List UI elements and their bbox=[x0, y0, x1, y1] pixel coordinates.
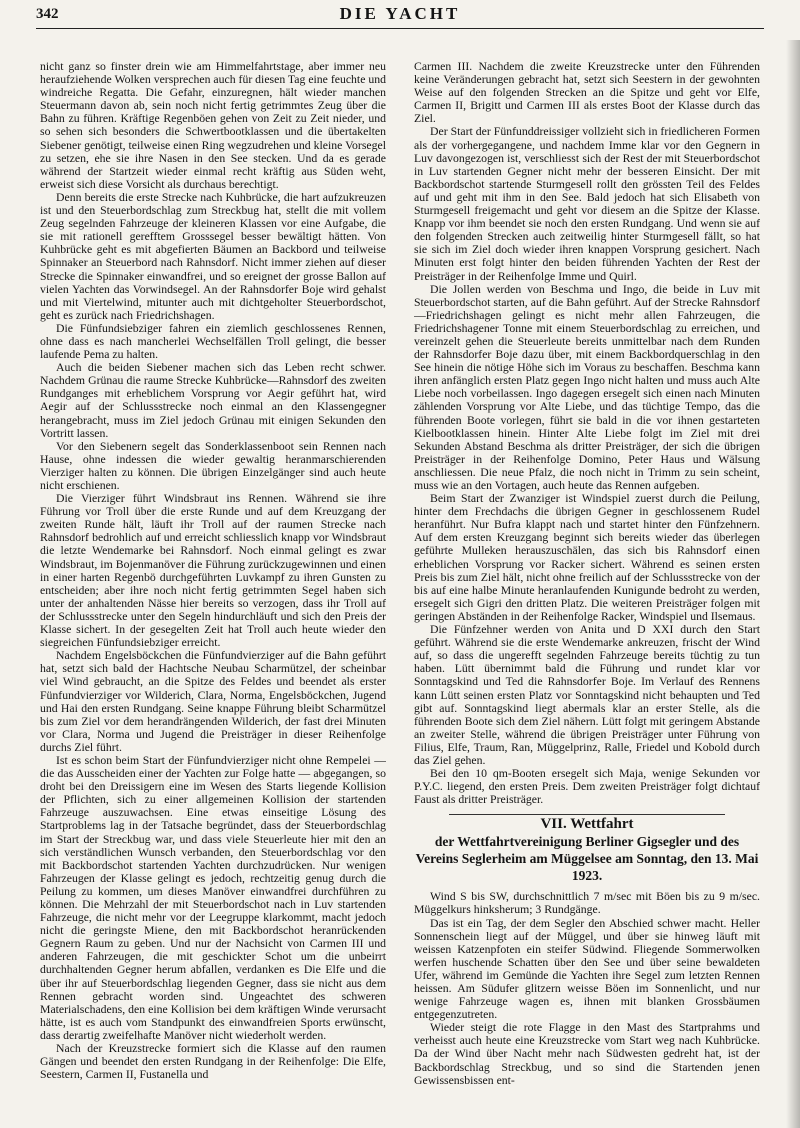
paragraph: Das ist ein Tag, der dem Segler den Abschied schwer macht. Heller Sonnenschein liegt auf der Müggel, und über sie hinweg läuft mit weissen Katzenpfoten ein steifer Südwind. Fliegende Sommerwolken werfen huschende Schatten über den See und über seine bewaldeten Ufer, während im Gemünde die Yachten ihre Segel zum letzten Rennen heissen. Am Südufer glitzern weisse Böen im Sonnenlicht, und nur wenige Fahrzeuge wagen es, ihnen mit blanken Grossbäumen entgegenzutreten. bbox=[414, 916, 760, 1022]
header-rule bbox=[36, 28, 764, 29]
section-subtitle: der Wettfahrtvereinigung Berliner Gigsegler und des Vereins Seglerheim am Müggelsee am Sonntag, den 13. Mai 1923. bbox=[415, 834, 759, 884]
page-number: 342 bbox=[36, 6, 59, 22]
paragraph: Die Vierziger führt Windsbraut ins Rennen. Während sie ihre Führung vor Troll über die erste Runde und auf dem Kreuzgang der zweiten Runde hält, läuft ihr Troll auf der raumen Strecke nach Rahnsdorf bedrohlich auf und erreicht schliesslich knapp vor Windsbraut die letzte Wendemarke bei Rahnsdorf. Noch einmal gelingt es zwar Windsbraut, im Bojenmanöver die Führung zurückzugewinnen und einen in einer harten Regenbö durchgeführten Luvkampf zu ihren Gunsten zu entscheiden; aber ihre noch nicht fertig getrimmten Segel haben sich unter der anhaltenden Nässe hier bereits so verzogen, dass ihr Troll auf der Schlussstrecke unter den Segeln hindurchläuft und sich den Preis der Klasse sichert. In der gesegelten Zeit hat Troll auch heute wieder den siegreichen Fünfundsiebziger erreicht. bbox=[40, 492, 386, 650]
paragraph: Carmen III. Nachdem die zweite Kreuzstrecke unter den Führenden keine Veränderungen gebracht hat, setzt sich Seestern in der gewohnten Weise auf den folgenden Strecken an die Spitze und geht vor Elfe, Carmen II, Brigitt und Carmen III als erstes Boot der Klasse durch das Ziel. bbox=[414, 60, 760, 126]
paragraph: Wieder steigt die rote Flagge in den Mast des Startprahms und verheisst auch heute eine Kreuzstrecke vom Start weg nach Kuhbrücke. Da der Wind über Nacht mehr nach Südwesten gedreht hat, ist der Backbordschlag Streckbug, und so sind die Startenden jenen Gewissensbissen ent- bbox=[414, 1021, 760, 1087]
section-header bbox=[414, 814, 760, 884]
page-edge-shadow bbox=[786, 40, 800, 1128]
right-column bbox=[414, 60, 760, 1122]
paragraph: Wind S bis SW, durchschnittlich 7 m/sec mit Böen bis zu 9 m/sec. Müggelkurs hinksherum; 3 Rundgänge. bbox=[414, 890, 760, 917]
paragraph: Der Start der Fünfunddreissiger vollzieht sich in friedlicheren Formen als der vorhergegangene, und nachdem Imme klar vor den Gegnern in Luv davongezogen ist, verschliesst sich der Rest der mit Steuerbordschot in Luv startenden Gegner nicht mehr der besseren Einsicht. Der mit Backbordschot startende Sturmgesell rollt den grössten Teil des Feldes auf und geht mit ihm in den See. Bald jedoch hat sich Elisabeth von Sturmgesell freigemacht und geht vor diesem an die Spitze der Klasse. Knapp vor ihm beendet sie noch den ersten Rundgang. Und wenn sie auf den folgenden Strecken auch zeitweilig hinter Sturmgesell fällt, so hat sie sich im Ziel doch wieder ihren knappen Vorsprung gesichert. Nach Minuten erst folgt hinter den beiden führenden Yachten der Rest der Preisträger in der Reihenfolge Imme und Quirl. bbox=[414, 125, 760, 283]
paragraph: Vor den Siebenern segelt das Sonderklassenboot sein Rennen nach Hause, ohne indessen die wieder gewaltig heranmarschierenden Vierziger halten zu können. Die übrigen Einzelgänger sind auch heute nicht erschienen. bbox=[40, 439, 386, 492]
paragraph: Denn bereits die erste Strecke nach Kuhbrücke, die hart aufzukreuzen ist und den Steuerbordschlag zum Streckbug hat, stellt die mit vollem Zeug segelnden Fahrzeuge der kleineren Klassen vor eine Aufgabe, die sie mit rationell gerefftem Grosssegel besser bewältigt hätten. Von Kuhbrücke geht es mit abgefierten Bäumen an Backbord und teilweise Spinnaker an Steuerbord nach Rahnsdorf. Nicht immer ziehen auf dieser Strecke die Spinnaker einwandfrei, und so ereignet der grosse Ballon auf vielen Yachten das Vorwindsegel. An der Rahnsdorfer Boje wird gehalst und mit Viertelwind, mitunter auch mit dichtgeholter Steuerbordschot, geht es zurück nach Friedrichshagen. bbox=[40, 190, 386, 322]
paragraph: Die Jollen werden von Beschma und Ingo, die beide in Luv mit Steuerbordschot starten, auf die Bahn geführt. Auf der Strecke Rahnsdorf—Friedrichshagen gelingt es nicht mehr allen Fahrzeugen, die Friedrichshagener Tonne mit einem Steuerbordschlag zu erreichen, und vereinzelt gehen die Steuerleute bereits unmittelbar nach dem Runden der Rahnsdorfer Boje dazu über, mit einem Backbordquerschlag in den See hinein die nötige Höhe sich im Voraus zu beschaffen. Beschma kann ihren anfänglich ersten Platz gegen Ingo nicht halten und muss auch Alte Liebe noch vorbeilassen. Ingo dagegen ersegelt sich einen nach Minuten zählenden Vorsprung vor Alte Liebe, und das tüchtige Tempo, das die führenden Boote vorlegen, führt sie bald in die vor ihnen gestarteten Kielbootklassen hinein. Hinter Alte Liebe folgt im Ziel mit drei Sekunden Abstand Beschma als dritter Preisträger, der sich die übrigen Preisträger in der Reihenfolge Domino, Peter Haus und Wälsung anschliessen. Die neue Pfalz, die noch nicht in Trimm zu sein scheint, muss wie an den Vortagen, auch heute das Rennen aufgeben. bbox=[414, 282, 760, 492]
paragraph: Beim Start der Zwanziger ist Windspiel zuerst durch die Peilung, hinter dem Frechdachs die übrigen Gegner in geschlossenem Rudel heranführt. Nur Bufra klappt nach und startet hinter den Fünfzehnern. Auf dem ersten Kreuzgang beginnt sich bereits wieder das überlegen geführte Mulleken herauszuschälen, das sich bis Rahnsdorf einen erheblichen Vorsprung vor Racker sichert. Während es seinen ersten Preis bis zum Ziel hält, nicht ohne freilich auf der Schlussstrecke von der bis auf eine halbe Minute heranlaufenden Kunigunde bedroht zu werden, ersegelt sich Gigri den dritten Platz. Die weiteren Preisträger folgen mit geringen Abständen in der Reihenfolge Racker, Windspiel und Ilsemaus. bbox=[414, 492, 760, 623]
paragraph: Bei den 10 qm-Booten ersegelt sich Maja, wenige Sekunden vor P.Y.C. liegend, den ersten Preis. Dem zweiten Preisträger folgt dichtauf Faust als dritter Preisträger. bbox=[414, 767, 760, 807]
paragraph: nicht ganz so finster drein wie am Himmelfahrtstage, aber immer neu heraufziehende Wolken versprechen auch für diesen Tag eine feuchte und windreiche Regatta. Die Gefahr, einzuregnen, hält wieder manchen Steuermann davon ab, sein noch nicht fertig getrimmtes Zeug über die Bahn zu führen. Kräftige Regenböen gehen von Zeit zu Zeit nieder, und so sehen sich besonders die Schwertbootklassen und die übertakelten Siebener genötigt, teilweise einen Ring wegzudrehen und kleine Vorsegel zu setzen, ehe sie ihre Nasen in den See stecken. Und da es gerade während der Startzeit wieder einmal recht kräftig aus Süden weht, erweist sich diese Vorsicht als durchaus berechtigt. bbox=[40, 60, 386, 191]
paragraph: Nach der Kreuzstrecke formiert sich die Klasse auf den raumen Gängen und beendet den ersten Rundgang in der Reihenfolge: Die Elfe, Seestern, Carmen II, Fustanella und bbox=[40, 1042, 386, 1082]
paragraph: Auch die beiden Siebener machen sich das Leben recht schwer. Nachdem Grünau die raume Strecke Kuhbrücke—Rahnsdorf des zweiten Rundganges mit erheblichem Vorsprung vor Aegir geführt hat, wird Aegir auf der Schlussstrecke noch einmal an den Klassengegner herangebracht, muss im Ziel jedoch Grünau mit einigen Sekunden den Vortritt lassen. bbox=[40, 361, 386, 440]
paragraph: Nachdem Engelsböckchen die Fünfundvierziger auf die Bahn geführt hat, setzt sich bald der Hachtsche Neubau Scharmützel, der scheinbar viel Wind gebraucht, an die Spitze des Feldes und beendet als erster Fünfundvierziger vor Wilderich, Clara, Norma, Engelsböckchen, Jugend und Hai den ersten Rundgang. Seine knappe Führung bleibt Scharmützel bis zum Ziel vor dem herandrängenden Wilderich, der fast drei Minuten vor Clara, Norma und Jugend die Preisträger in dieser Reihenfolge durchs Ziel führt. bbox=[40, 649, 386, 754]
section-title: VII. Wettfahrt bbox=[540, 816, 634, 833]
paragraph: Die Fünfzehner werden von Anita und D XXI durch den Start geführt. Während sie die erste Wendemarke ankreuzen, frischt der Wind auf, so dass die ungerefft segelnden Fahrzeuge bereits tüchtig zu tun haben. Lütt übernimmt bald die Führung und rundet klar vor Sonntagskind und Ted die Rahnsdorfer Boje. Im Verlauf des Rennens kann Lütt seinen ersten Platz vor Sonntagskind nicht behaupten und Ted gibt auf. Sonntagskind liegt abermals klar an erster Stelle, als die führenden Boote sich dem Ziel nähern. Lütt folgt mit geringem Abstande an zweiter Stelle, während die übrigen Preisträger unter Führung von Filius, Elfe, Traum, Ran, Müggelprinz, Ralle, Friedel und Kobold durch das Ziel gehen. bbox=[414, 623, 760, 767]
running-title: DIE YACHT bbox=[339, 4, 461, 23]
paragraph: Ist es schon beim Start der Fünfundvierziger nicht ohne Rempelei — die das Ausscheiden einer der Yachten zur Folge hatte — abgegangen, so droht bei den Dreissigern eine im Wesen des Starts liegende Kollision der Pflichten, sich zu einer allgemeinen Kollision der startenden Fahrzeuge auszuwachsen. Eine etwas einseitige Lösung des Startproblems lag in der Tatsache begründet, dass der Steuerbordschlag im Start der Streckbug war, und dass viele Steuerleute hier mit den an sich verständlichen Wunsch verbanden, den Steuerbordschlag vor den mit Backbordschot startenden Yachten durchzudrücken. Nur wenigen Fahrzeugen der Klasse gelingt es jedoch, rechtzeitig genug durch die Peilung zu kommen, um dieses Manöver einwandfrei durchführen zu können. Die Mehrzahl der mit Steuerbordschot nach in Luv startenden Fahrzeuge, die nicht mehr vor der Leegruppe klarkommt, macht jedoch nicht die geringste Miene, den mit Backbordschot heranrückenden Gegnern Raum zu geben. Und nur der Nachsicht von Carmen III und anderen Fahrzeugen, die mit geschickter Schot um die unbeirrt durchhaltenden Gegner herum abfallen, verdanken es Die Elfe und die über ihr auf Steuerbordschlag liegenden Gegner, dass sie nicht aus dem Rennen gebracht worden sind. Ungeachtet des schweren Materialschadens, den eine Kollision bei dem kräftigen Winde verursacht hätte, ist es auch vom Standpunkt des einwandfreien Sports erwünscht, dass derartig zweifelhafte Manöver nicht wiederholt werden. bbox=[40, 753, 386, 1042]
left-column bbox=[40, 60, 386, 1122]
paragraph: Die Fünfundsiebziger fahren ein ziemlich geschlossenes Rennen, ohne dass es nach mancherlei Wechselfällen Troll gelingt, die besser laufende Pema zu halten. bbox=[40, 321, 386, 362]
